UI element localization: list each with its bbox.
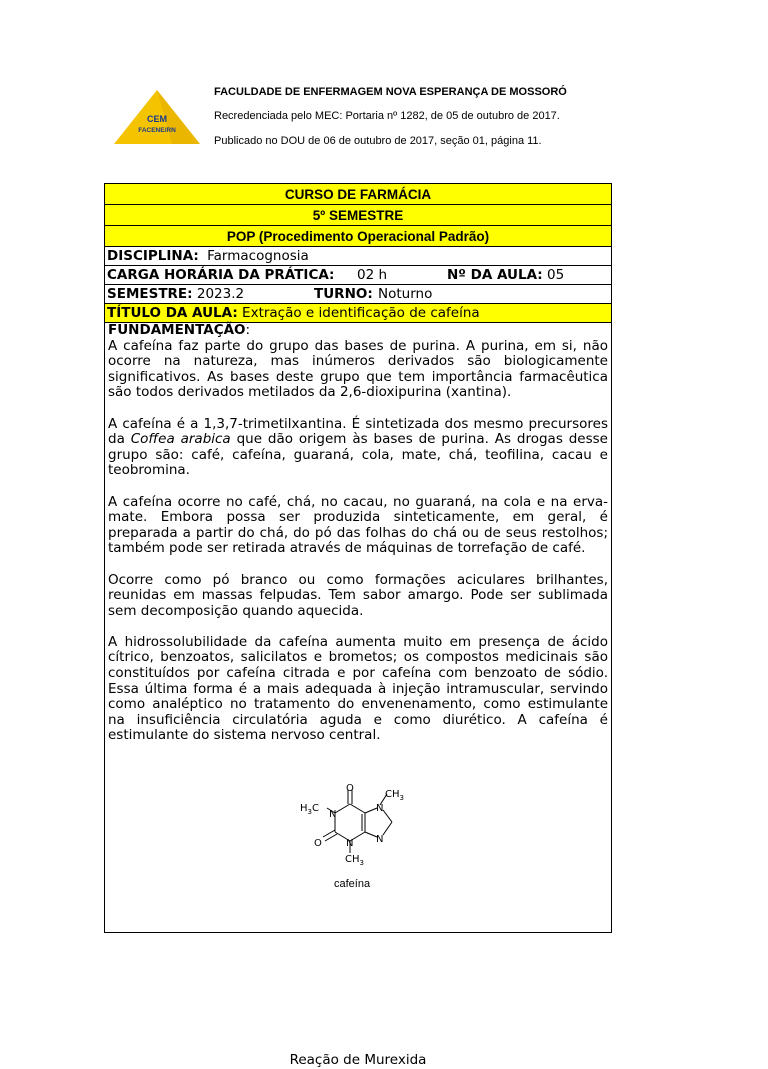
faculty-logo (112, 88, 202, 146)
reaction-title: Reação de Murexida (289, 1052, 427, 1068)
semestre-value: 2023.2 (196, 286, 245, 302)
disciplina-row (105, 247, 611, 266)
species-name: Coffea arabica (130, 431, 231, 448)
paragraph-2-start: A cafeína é a 1,3,7-trimetilxantina. É sintetizada dos mesmo precursores da (108, 415, 608, 448)
accreditation-line: Recredenciada pelo MEC: Portaria nº 1282, de 05 de outubro de 2017. (214, 110, 560, 122)
titulo-value: Extração e identificação de cafeína (242, 305, 480, 321)
turno-value: Noturno (378, 286, 433, 302)
paragraph-1: A cafeína faz parte do grupo das bases de purina. A purina, em si, não ocorre na natureza, mas inúmeros derivados são biologicamente significativos. As bases deste grupo que tem importância farmacêutica são todos derivados metilados da 2,6-dioxipurina (xantina). (108, 337, 608, 401)
logo-text-cem: CEM (147, 114, 167, 124)
aula-value: 05 (547, 267, 565, 283)
atom-n9: N (376, 834, 384, 845)
semestre-label: SEMESTRE: (107, 286, 193, 302)
semester-title-row: 5º SEMESTRE (105, 205, 611, 226)
disciplina-value: Farmacognosia (207, 248, 309, 264)
carga-label: CARGA HORÁRIA DA PRÁTICA: (107, 267, 335, 283)
methyl-ch3-top: $CH_3$ (385, 789, 404, 802)
atom-n1: N (329, 809, 337, 820)
disciplina-label: DISCIPLINA: (107, 248, 199, 264)
paragraph-5: A hidrossolubilidade da cafeína aumenta muito em presença de ácido cítrico, benzoatos, salicilatos e brometos; os compostos medicinais são constituídos por cafeína citrada e por cafeína com benzoato de sódio. Essa última forma é a mais adequada à injeção intramuscular, servindo como analéptico no tratamento do envenenamento, como estimulante na insuficiência circulatória aguda e como diurético. A cafeína é estimulante do sistema nervoso central. (108, 633, 608, 744)
pop-row: POP (Procedimento Operacional Padrão) (105, 226, 611, 247)
atom-o-top: O (346, 783, 354, 794)
semestre-row (105, 285, 611, 304)
course-row: CURSO DE FARMÁCIA (105, 184, 611, 205)
carga-row (105, 266, 611, 285)
figure-caption: cafeína (334, 878, 371, 890)
paragraph-2 (108, 417, 608, 479)
titulo-row (105, 304, 611, 323)
turno-label: TURNO: (314, 286, 373, 302)
carga-value: 02 h (357, 267, 388, 283)
atom-o-left: O (314, 838, 322, 849)
methyl-h3c: $H_3C$ (300, 803, 319, 816)
logo-text-facene: FACENE/RN (138, 127, 176, 134)
atom-n3: N (346, 838, 354, 849)
publication-line: Publicado no DOU de 06 de outubro de 2017, seção 01, página 11. (214, 135, 542, 147)
fundamentacao-label: FUNDAMENTAÇÃO (108, 322, 246, 338)
paragraph-3: A cafeína ocorre no café, chá, no cacau, no guaraná, na cola e na erva-mate. Embora possa ser produzida sinteticamente, em geral, é preparada a partir do chá, do pó das folhas do chá ou de seus restolhos; também pode ser retirada através de máquinas de torrefação de café. (108, 493, 608, 557)
aula-label: Nº DA AULA: (447, 267, 543, 283)
institution-name: FACULDADE DE ENFERMAGEM NOVA ESPERANÇA DE MOSSORÓ (214, 86, 567, 98)
titulo-label: TÍTULO DA AULA: (107, 305, 238, 321)
methyl-ch3-bottom: $CH_3$ (345, 854, 364, 867)
paragraph-2-end: que dão origem às bases de purina. As drogas desse grupo são: café, cafeína, guaraná, cola, mate, chá, teofilina, cacau e teobromina. (108, 431, 608, 479)
atom-n7: N (376, 803, 384, 814)
paragraph-4: Ocorre como pó branco ou como formações aciculares brilhantes, reunidas em massas felpudas. Tem sabor amargo. Pode ser sublimada sem decomposição quando aquecida. (108, 571, 608, 619)
fundamentacao-colon: : (245, 322, 251, 338)
